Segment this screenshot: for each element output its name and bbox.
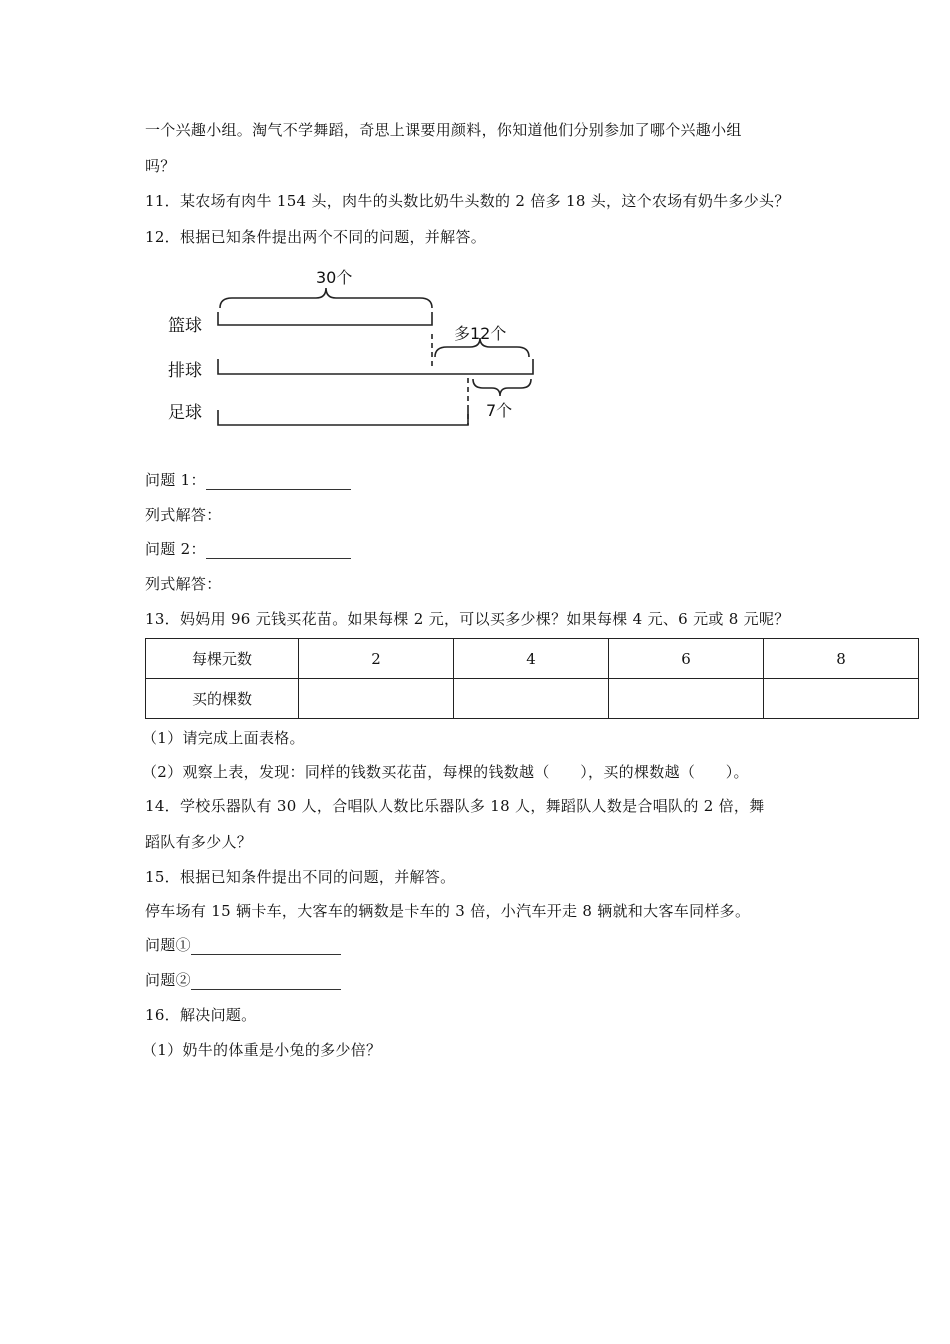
bar-basketball [218,312,432,325]
q15-title: 15．根据已知条件提出不同的问题，并解答。 [145,868,456,886]
label-basketball: 篮球 [168,316,202,336]
label-30: 30个 [316,268,353,287]
q12-problem1 [145,470,351,490]
q15-problem2-label: 问题② [145,971,191,989]
label-more-12: 多12个 [454,324,507,343]
label-football: 足球 [168,403,202,423]
q15-problem2 [145,970,341,990]
q12-title: 12．根据已知条件提出两个不同的问题，并解答。 [145,228,486,246]
q13-table [145,638,919,719]
table-row [146,639,919,679]
label-7: 7个 [486,401,513,420]
table-cell-count-blank[interactable] [454,679,609,719]
q16-title: 16．解决问题。 [145,1006,257,1024]
q12-problem2-label: 问题 2： [145,540,206,558]
table-header-count: 买的棵数 [146,679,299,719]
brace-less-7 [473,379,531,396]
q12-problem2-blank[interactable] [206,543,351,559]
q10-text-line2: 吗？ [145,157,176,175]
table-cell-count-blank[interactable] [299,679,454,719]
q12-answer2-label: 列式解答： [145,575,222,593]
table-cell-price-8: 8 [764,639,919,679]
bar-football [218,410,468,425]
q13-title: 13．妈妈用 96 元钱买花苗。如果每棵 2 元，可以买多少棵？如果每棵 4 元、6 元或 8 元呢？ [145,610,790,628]
table-header-price: 每棵元数 [146,639,299,679]
q11-text: 11．某农场有肉牛 154 头，肉牛的头数比奶牛头数的 2 倍多 18 头，这个农场有奶牛多少头？ [145,192,790,210]
table-cell-price-2: 2 [299,639,454,679]
q12-problem1-label: 问题 1： [145,471,206,489]
q12-problem2 [145,539,351,559]
q15-problem2-blank[interactable] [191,974,341,990]
q14-text-line2: 蹈队有多少人？ [145,833,253,851]
q15-problem1-blank[interactable] [191,939,341,955]
table-cell-count-blank[interactable] [764,679,919,719]
q16-sub1: （1）奶牛的体重是小兔的多少倍？ [142,1041,382,1059]
brace-30 [220,288,432,308]
table-cell-price-6: 6 [609,639,764,679]
q15-condition: 停车场有 15 辆卡车，大客车的辆数是卡车的 3 倍，小汽车开走 8 辆就和大客车同样多。 [145,902,751,920]
q13-sub1: （1）请完成上面表格。 [142,729,305,747]
table-cell-price-4: 4 [454,639,609,679]
q15-problem1 [145,935,341,955]
table-cell-count-blank[interactable] [609,679,764,719]
q12-answer1-label: 列式解答： [145,506,222,524]
bar-volleyball [218,359,533,374]
q14-text-line1: 14．学校乐器队有 30 人，合唱队人数比乐器队多 18 人，舞蹈队人数是合唱队的 2 倍，舞 [145,797,765,815]
q15-problem1-label: 问题① [145,936,191,954]
q12-line-segment-diagram [0,0,950,440]
q13-sub2: （2）观察上表，发现：同样的钱数买花苗，每棵的钱数越（ ），买的棵数越（ ）。 [142,763,749,781]
q10-text-line1: 一个兴趣小组。淘气不学舞蹈，奇思上课要用颜料，你知道他们分别参加了哪个兴趣小组 [145,121,742,139]
label-volleyball: 排球 [168,361,202,381]
table-row [146,679,919,719]
q12-problem1-blank[interactable] [206,474,351,490]
